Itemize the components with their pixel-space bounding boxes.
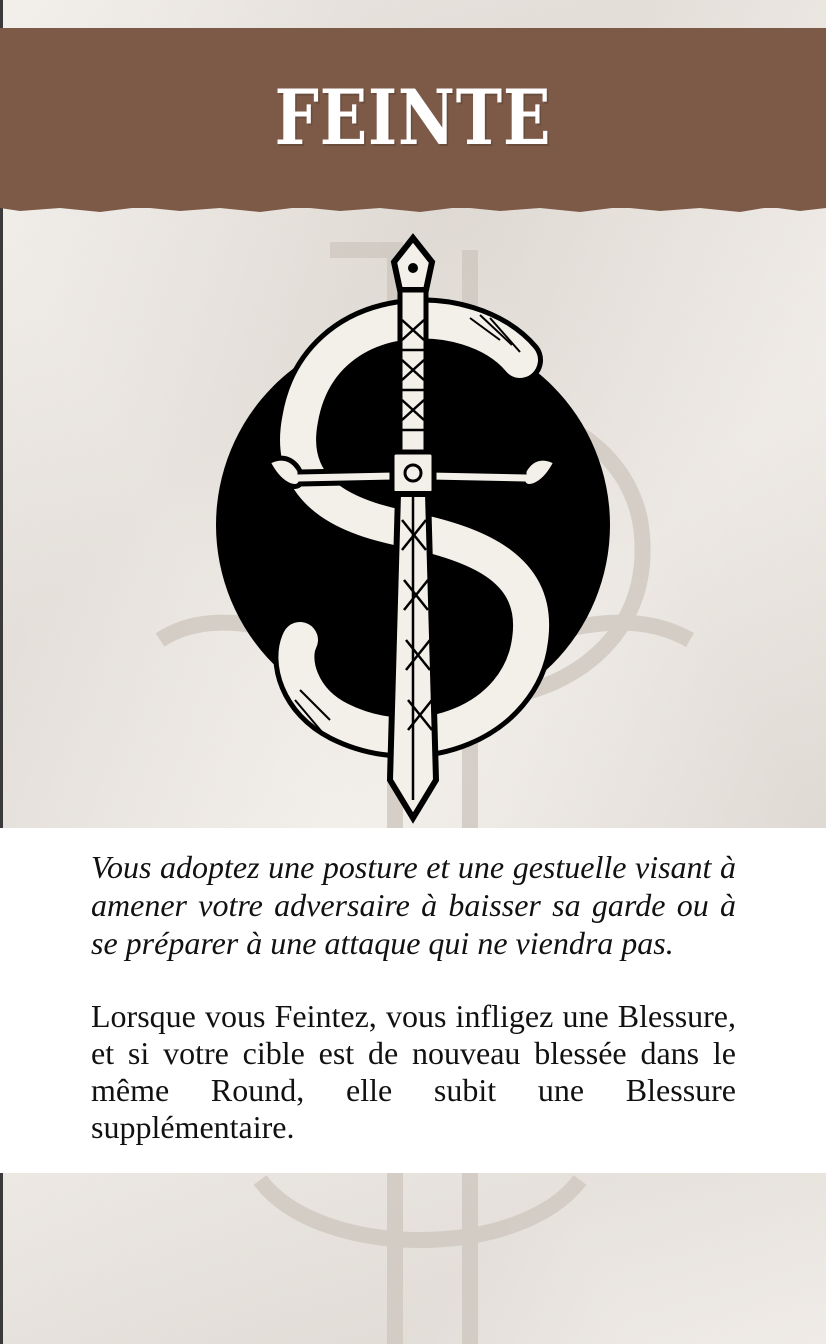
sword-serpent-emblem-icon bbox=[0, 210, 826, 830]
card-title: FEINTE bbox=[274, 73, 552, 162]
flavor-text: Vous adoptez une posture et une gestuelle visant à amener votre adversaire à baisser sa garde ou à se préparer à une attaque qui ne viendra pas. bbox=[91, 849, 736, 961]
rules-text: Lorsque vous Feintez, vous infligez une Blessure, et si votre cible est de nouveau blessée dans le même Round, elle subit une Blessure supplémentaire. bbox=[91, 998, 736, 1145]
